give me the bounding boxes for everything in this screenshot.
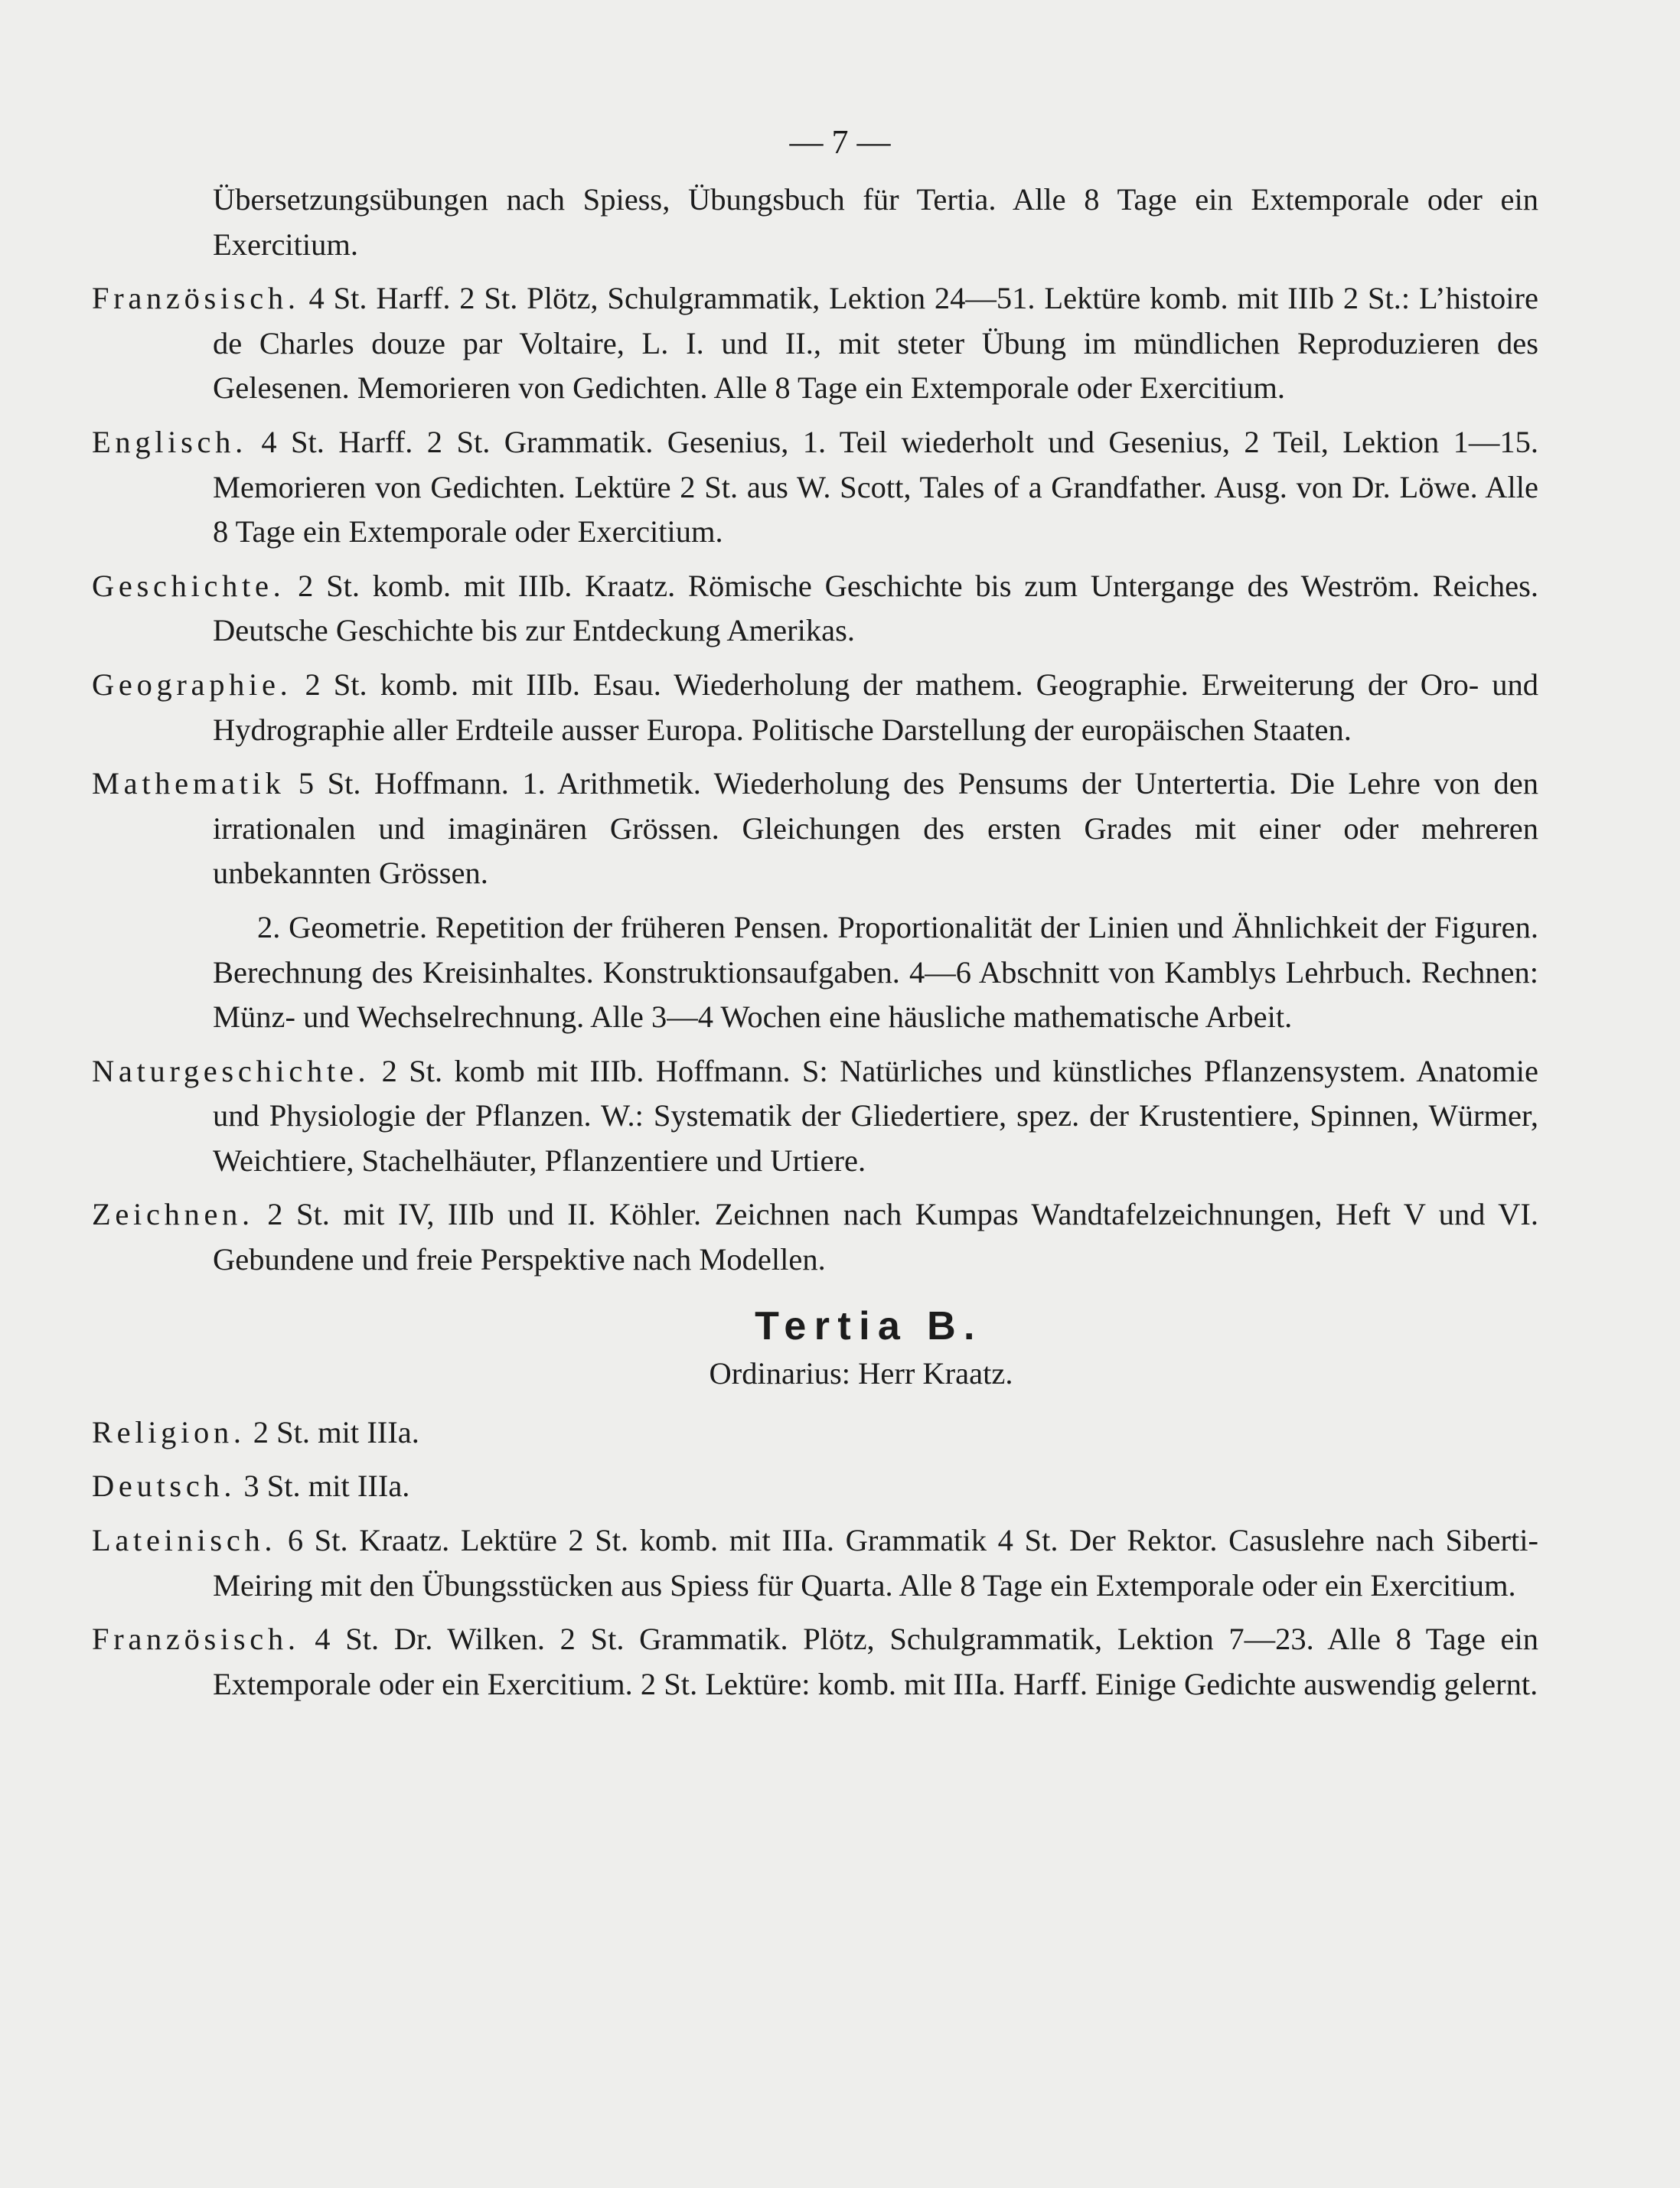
subject-name: Religion. <box>92 1414 246 1449</box>
subject-text: 4 St. Dr. Wilken. 2 St. Grammatik. Plötz, Schulgrammatik, Lektion 7—23. Alle 8 Tage ein Extemporale oder ein Exercitium. 2 St. Lektüre: komb. mit IIIa. Harff. Einige Gedichte auswendig gelernt. <box>213 1622 1538 1701</box>
page-content <box>92 178 1538 1716</box>
subject-name: Französisch. <box>92 281 300 316</box>
subject-name: Geschichte. <box>92 568 285 603</box>
subject-name: Zeichnen. <box>92 1197 254 1232</box>
subject-text: 5 St. Hoffmann. 1. Arithmetik. Wiederholung des Pensums der Untertertia. Die Lehre von den irrationalen und imaginären Grössen. Gleichungen des ersten Grades mit einer oder mehreren unbekannten Grössen. <box>213 766 1539 891</box>
subject-text: 2 St. komb. mit IIIb. Kraatz. Römische Geschichte bis zum Untergange des Weström. Reiches. Deutsche Geschichte bis zur Entdeckung Amerikas. <box>213 568 1539 648</box>
subject-entry <box>92 663 1538 752</box>
subject-name: Lateinisch. <box>92 1523 277 1558</box>
subject-entry <box>92 1192 1538 1282</box>
subject-text: 2 St. komb. mit IIIb. Esau. Wiederholung der mathem. Geographie. Erweiterung der Oro- und Hydrographie aller Erdteile ausser Europa. Politische Darstellung der europäischen Staaten. <box>213 667 1538 747</box>
subject-entry <box>92 564 1538 654</box>
section-heading: Tertia B. <box>755 1303 983 1348</box>
subject-name: Deutsch. <box>92 1469 237 1504</box>
page-number: — 7 — <box>789 123 891 161</box>
ordinarius-line: Ordinarius: Herr Kraatz. <box>709 1356 1013 1391</box>
subject-entry <box>92 1410 1538 1456</box>
subject-entry <box>92 420 1538 555</box>
subject-entry <box>92 1518 1538 1608</box>
subject-entry-mathematik <box>92 761 1538 896</box>
subject-text: 3 St. mit IIIa. <box>243 1469 410 1504</box>
subject-text: 4 St. Harff. 2 St. Plötz, Schulgrammatik, Lektion 24—51. Lektüre komb. mit IIIb 2 St.: L’histoire de Charles douze par Voltaire, L. I. und II., mit steter Übung im mündlichen Reproduzieren des Gelesenen. Memorieren von Gedichten. Alle 8 Tage ein Extemporale oder Exercitium. <box>213 281 1538 406</box>
section-tertia-a-languages <box>92 276 1538 752</box>
subject-name: Englisch. <box>92 424 247 459</box>
subject-text: 2 St. mit IV, IIIb und II. Köhler. Zeichnen nach Kumpas Wandtafelzeichnungen, Heft V und VI. Gebundene und freie Perspektive nach Modellen. <box>213 1197 1538 1277</box>
mathematik-geometrie-paragraph: 2. Geometrie. Repetition der früheren Pensen. Proportionalität der Linien und Ähnlichkeit der Figuren. Berechnung des Kreisinhaltes. Konstruktionsaufgaben. 4—6 Abschnitt von Kamblys Lehrbuch. Rechnen: Münz- und Wechselrechnung. Alle 3—4 Wochen eine häusliche mathematische Arbeit. <box>213 909 1538 1035</box>
subject-entry <box>92 1617 1538 1707</box>
section-tertia-b <box>92 1410 1538 1707</box>
subject-name: Naturgeschichte. <box>92 1053 370 1088</box>
section-tertia-a-other <box>92 1049 1538 1283</box>
subject-name: Geographie. <box>92 667 292 702</box>
subject-entry <box>92 276 1538 411</box>
subject-entry <box>92 1464 1538 1509</box>
subject-entry <box>92 1049 1538 1184</box>
subject-text: 2 St. komb mit IIIb. Hoffmann. S: Natürliches und künstliches Pflanzensystem. Anatomie und Physiologie der Pflanzen. W.: Systematik der Gliedertiere, spez. der Krustentiere, Spinnen, Würmer, Weichtiere, Stachelhäuter, Pflanzentiere und Urtiere. <box>213 1053 1538 1178</box>
subject-text: 2 St. mit IIIa. <box>253 1414 419 1449</box>
subject-text: 6 St. Kraatz. Lektüre 2 St. komb. mit IIIa. Grammatik 4 St. Der Rektor. Casuslehre nach Siberti-Meiring mit den Übungsstücken aus Spiess für Quarta. Alle 8 Tage ein Extemporale oder ein Exercitium. <box>213 1523 1538 1603</box>
subject-name: Französisch. <box>92 1622 300 1657</box>
subject-name: Mathematik <box>92 766 285 801</box>
subject-text: 4 St. Harff. 2 St. Grammatik. Gesenius, 1. Teil wiederholt und Gesenius, 2 Teil, Lektion 1—15. Memorieren von Gedichten. Lektüre 2 St. aus W. Scott, Tales of a Grandfather. Ausg. von Dr. Löwe. Alle 8 Tage ein Extemporale oder Exercitium. <box>213 424 1538 549</box>
continuation-paragraph: Übersetzungsübungen nach Spiess, Übungsbuch für Tertia. Alle 8 Tage ein Extemporale oder ein Exercitium. <box>213 182 1538 262</box>
